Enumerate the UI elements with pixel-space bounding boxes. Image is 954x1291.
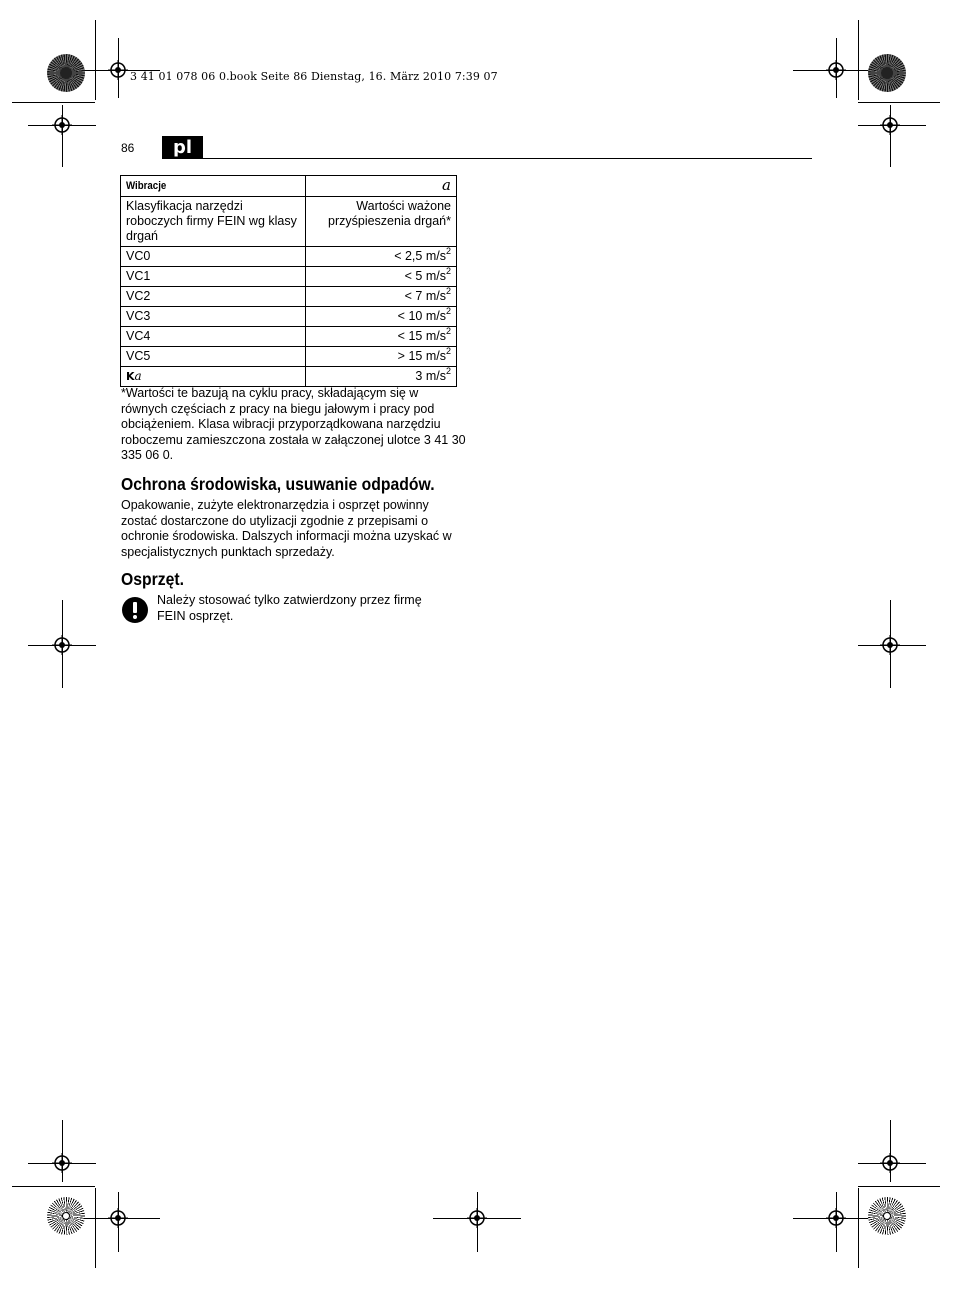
page-number: 86 — [121, 141, 135, 155]
language-tab: pl — [162, 136, 203, 159]
vibration-value: < 7 — [404, 289, 423, 303]
vibration-value: < 15 — [397, 329, 423, 343]
color-wheel-icon — [868, 1197, 906, 1235]
vibration-value-cell — [305, 327, 456, 347]
uncertainty-value: 3 — [415, 369, 423, 383]
vibration-value: < 2,5 — [394, 249, 423, 263]
table-row — [121, 287, 457, 307]
table-description-row — [121, 197, 457, 247]
table-title-cell — [121, 176, 306, 197]
k-symbol: K — [126, 370, 135, 383]
registration-target-icon — [108, 60, 128, 80]
vibration-value-cell — [305, 287, 456, 307]
crop-line — [858, 102, 940, 103]
registration-target-icon — [826, 60, 846, 80]
column-description-right: Wartości ważone przyśpieszenia drgań* — [305, 197, 456, 247]
unit: m/s — [425, 329, 446, 343]
registration-target-icon — [52, 1153, 72, 1173]
registration-target-icon — [826, 1208, 846, 1228]
section-heading-environment: Ochrona środowiska, usuwanie odpadów. — [121, 474, 435, 494]
crop-line — [95, 20, 96, 100]
vibration-value: < 5 — [404, 269, 423, 283]
table-row — [121, 307, 457, 327]
unit: m/s — [425, 309, 446, 323]
crop-line — [12, 102, 95, 103]
uncertainty-label — [121, 367, 306, 387]
environment-paragraph: Opakowanie, zużyte elektronarzędzia i osprzęt powinny zostać dostarczone do utylizacji zgodnie z przepisami o ochronie środowiska. Dalszych informacji można uzyskać w specjalistycznych punktach sprzedaży. — [121, 498, 452, 559]
vibration-value: > 15 — [397, 349, 423, 363]
table-row-uncertainty — [121, 367, 457, 387]
accessories-paragraph: Należy stosować tylko zatwierdzony przez firmę FEIN osprzęt. — [157, 593, 422, 623]
table-header-row — [121, 176, 457, 197]
vibration-value-cell — [305, 267, 456, 287]
uncertainty-value-cell — [305, 367, 456, 387]
unit: m/s — [425, 269, 446, 283]
crop-line — [12, 1186, 95, 1187]
column-description-left: Klasyfikacja narzędzi roboczych firmy FEIN wg klasy drgań — [121, 197, 306, 247]
table-symbol-cell — [305, 176, 456, 197]
registration-target-icon — [52, 635, 72, 655]
vibration-value-cell — [305, 307, 456, 327]
vibration-class: VC3 — [121, 307, 306, 327]
table-row — [121, 327, 457, 347]
table-row — [121, 267, 457, 287]
vibration-value-cell — [305, 347, 456, 367]
exclamation-warning-icon — [122, 597, 148, 623]
vibration-class: VC5 — [121, 347, 306, 367]
table-row — [121, 247, 457, 267]
registration-target-icon — [52, 115, 72, 135]
color-wheel-icon — [868, 54, 906, 92]
table-title: Wibracje — [126, 180, 167, 192]
crop-line — [95, 1188, 96, 1268]
crop-line — [858, 1188, 859, 1268]
unit-exponent: 2 — [445, 266, 451, 276]
unit-exponent: 2 — [445, 306, 451, 316]
unit: m/s — [425, 349, 446, 363]
unit: m/s — [425, 369, 446, 383]
vibration-class: VC0 — [121, 247, 306, 267]
vibration-table — [120, 175, 457, 387]
k-subscript: a — [134, 369, 142, 383]
vibration-value: < 10 — [397, 309, 423, 323]
registration-target-icon — [108, 1208, 128, 1228]
crop-line — [858, 1186, 940, 1187]
color-wheel-icon — [47, 1197, 85, 1235]
crop-line — [858, 20, 859, 100]
unit: m/s — [425, 289, 446, 303]
table-footnote: *Wartości te bazują na cyklu pracy, składającym się w równych częściach z pracy na biegu jałowym i pracy pod obciążeniem. Klasa wibracji przyporządkowana narzędziu roboczemu zamieszczona została w załączonej ulotce 3 41 30 335 06 0. — [121, 386, 466, 462]
unit: m/s — [425, 249, 446, 263]
unit-exponent: 2 — [445, 286, 451, 296]
vibration-class: VC1 — [121, 267, 306, 287]
unit-exponent: 2 — [445, 326, 451, 336]
acceleration-symbol: a — [442, 176, 451, 194]
unit-exponent: 2 — [445, 346, 451, 356]
section-heading-accessories: Osprzęt. — [121, 569, 185, 589]
registration-target-icon — [880, 635, 900, 655]
table-row — [121, 347, 457, 367]
header-rule — [203, 158, 812, 159]
print-job-header: 3 41 01 078 06 0.book Seite 86 Dienstag, 16. März 2010 7:39 07 — [130, 70, 498, 83]
registration-target-icon — [467, 1208, 487, 1228]
registration-target-icon — [880, 115, 900, 135]
registration-target-icon — [880, 1153, 900, 1173]
vibration-class: VC2 — [121, 287, 306, 307]
vibration-value-cell — [305, 247, 456, 267]
vibration-class: VC4 — [121, 327, 306, 347]
unit-exponent: 2 — [445, 246, 451, 256]
unit-exponent: 2 — [445, 366, 451, 376]
color-wheel-icon — [47, 54, 85, 92]
